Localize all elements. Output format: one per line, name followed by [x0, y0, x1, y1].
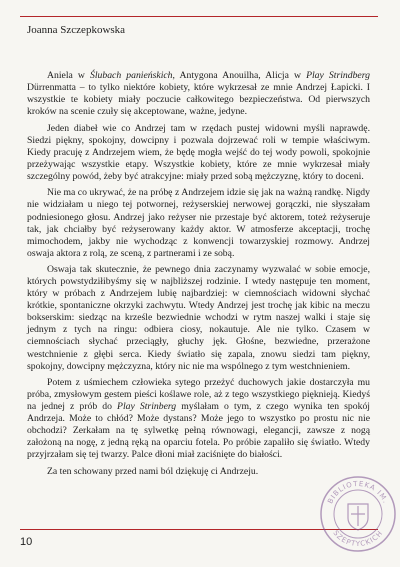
page-number: 10 [20, 536, 33, 548]
author-name: Joanna Szczepkowska [27, 24, 126, 36]
paragraph-1 [27, 70, 370, 118]
text-run: Aniela w [47, 70, 90, 81]
paragraph-5 [27, 377, 370, 461]
paragraph-4: Oswaja tak skutecznie, że pewnego dnia zaczynamy wyzwalać w sobie emocje, których powstydziłibyśmy się w najbliższej rodzinie. I wtedy następuje ten moment, który w próbach z Andrzejem lubię najbardziej: w ciemnościach widowni słychać krótkie, spontaniczne okrzyki zachwytu. Wtedy Andrzej jest trochę jak kibic na meczu bokserskim: siedząc na krześle bezwiednie wchodzi w rytm naszej walki i staje się jednym z tych na ringu: odbiera ciosy, nokautuje. Ale nie tylko. Czasem w ciemnościach słychać przeciągły, głuchy jęk. Głośne, bezwiedne, przerażone westchnienie z głębi serca. Kiedy światło się zapala, znowu siedzi tam piękny, spokojny, dowcipny mężczyzna, który nic nie ma wspólnego z tym westchnieniem. [27, 264, 370, 372]
stamp-top-text: BIBLIOTEKA IM. [326, 479, 390, 506]
library-stamp [318, 474, 398, 554]
text-run: Potem z uśmiechem człowieka sytego przeżyć duchowych jakie dostarczyła mu próba, zmysłowym gestem pieści koślawe role, aż z tego wszystkiego pięknieją. Kiedyś na jednej z prób do [27, 377, 370, 413]
text-run: myślałam o tym, z czego wynika ten spokój Andrzeja. Może to chłód? Może dystans? Może jego to wszystko po prostu nic nie obchodzi? Zerkałam na tę sylwetkę pełną równowagi, elegancji, zawsze z nogą założoną na nogę, z jedną ręką na oparciu fotela. Po próbie zapaliło się światło. Wtedy przyjrzałam się tej twarzy. Palce dłoni miał zaciśnięte do białości. [27, 401, 370, 461]
paragraph-2: Jeden diabeł wie co Andrzej tam w rzędach pustej widowni myśli naprawdę. Siedzi piękny, spokojny, dowcipny i pozwala dojrzewać roli w tempie właściwym. Kiedy pracuję z Andrzejem wiem, że będę mogła wejść do tej wody powoli, spokojnie przeżywając wszystkie etapy. Wszystkie kobiety, które ze mnie wykrzesał miały szczególny powód, żeby być atrakcyjne: miały przed sobą mężczyznę, który to doceni. [27, 122, 370, 182]
article-body [27, 70, 370, 478]
coat-of-arms-icon [348, 504, 368, 530]
play-title: Ślubach panieńskich [89, 70, 173, 81]
text-run: , Antygona Anouilha, Alicja w [172, 70, 307, 81]
paragraph-closing: Za ten schowany przed nami ból dziękuję ci Andrzeju. [47, 465, 259, 477]
play-title: Play Strinberg [117, 401, 177, 413]
header-rule [20, 16, 378, 17]
paragraph-3: Nie ma co ukrywać, że na próbę z Andrzejem idzie się jak na ważną randkę. Nigdy nie widziałam u niego tej potwornej, reżyserskiej nerwowej gorączki, nie słyszałam podniesionego głosu. Andrzej jako reżyser nie przestaje być aktorem, toteż reżyseruje tak, jak chciałby być reżyserowany każdy aktor. W atmosferze akceptacji, trochę mimochodem, jakby nie wychodząc z konwencji towarzyskiej rozmowy. Andrzej oswaja aktora z rolą, ze sceną, z partnerami i ze sobą. [27, 187, 370, 259]
text-run: Dürrenmatta – to tylko niektóre kobiety, które wykrzesał ze mnie Andrzej Łapicki. I wszystkie te kobiety miały poczucie całkowitego bezpieczeństwa. Od pierwszych kroków na scenie czuły się akceptowane, ważne, jedyne. [27, 82, 370, 118]
stamp-bottom-text: SZEPTYCKICH [331, 528, 385, 549]
play-title: Play Strindberg [306, 70, 370, 81]
